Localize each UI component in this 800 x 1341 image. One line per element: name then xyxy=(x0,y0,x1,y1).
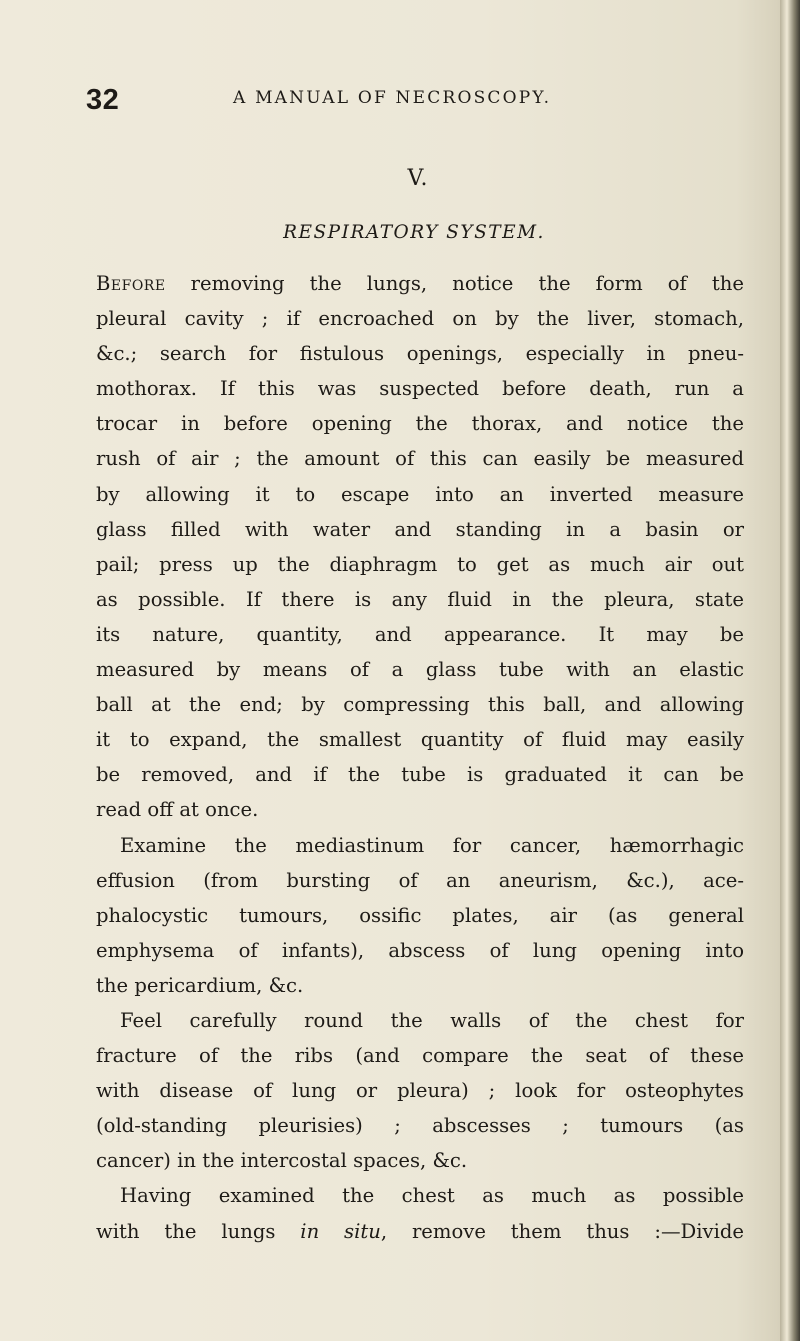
text-line: pleural cavity ; if encroached on by the liver, stomach, xyxy=(96,307,744,331)
text-line: Examine the mediastinum for cancer, hæmorrhagic xyxy=(120,833,744,857)
text-line: read off at once. xyxy=(96,798,259,822)
opening-word: Before xyxy=(96,272,166,295)
text-line: Feel carefully round the walls of the chest for xyxy=(120,1008,744,1032)
text-line: trocar in before opening the thorax, and notice the xyxy=(96,412,744,436)
text-line: emphysema of infants), abscess of lung opening into xyxy=(96,938,744,962)
text-line: be removed, and if the tube is graduated it can be xyxy=(96,763,744,787)
chapter-title-text: RESPIRATORY SYSTEM. xyxy=(283,222,545,243)
text-line: effusion (from bursting of an aneurism, &c.), ace- xyxy=(96,868,744,892)
text-line: glass filled with water and standing in a basin or xyxy=(96,517,744,541)
page-edge-shadow xyxy=(780,0,800,1341)
text-line: with disease of lung or pleura) ; look for osteophytes xyxy=(96,1079,744,1103)
text-line: phalocystic tumours, ossific plates, air (as general xyxy=(96,903,744,927)
text-line: &c.; search for fistulous openings, especially in pneu- xyxy=(96,342,744,366)
text-line: it to expand, the smallest quantity of fluid may easily xyxy=(96,728,744,752)
text-line: cancer) in the intercostal spaces, &c. xyxy=(96,1149,468,1173)
text-line: the pericardium, &c. xyxy=(96,973,304,997)
italic-phrase: in situ xyxy=(300,1219,381,1243)
page-number: 32 xyxy=(86,84,120,116)
text-line xyxy=(96,266,744,301)
line-fragment: , remove them thus :—Divide xyxy=(380,1219,744,1243)
body-text xyxy=(96,266,744,1249)
chapter-number xyxy=(0,166,800,191)
text-line: (old-standing pleurisies) ; abscesses ; tumours (as xyxy=(96,1114,744,1138)
text-line: its nature, quantity, and appearance. It may be xyxy=(96,622,744,646)
chapter-number-text: V. xyxy=(407,166,429,191)
text-line: fracture of the ribs (and compare the seat of these xyxy=(96,1044,744,1068)
text-line: rush of air ; the amount of this can easily be measured xyxy=(96,447,744,471)
text-line: as possible. If there is any fluid in the pleura, state xyxy=(96,587,744,611)
line-fragment: removing the lungs, notice the form of the xyxy=(165,272,744,295)
text-line xyxy=(96,1214,744,1249)
text-line: by allowing it to escape into an inverted measure xyxy=(96,482,744,506)
running-title: A MANUAL OF NECROSCOPY. xyxy=(233,88,552,108)
text-line: measured by means of a glass tube with an elastic xyxy=(96,658,744,682)
text-line: ball at the end; by compressing this ball, and allowing xyxy=(96,693,744,717)
page-header xyxy=(0,84,800,124)
line-fragment: with the lungs xyxy=(96,1219,301,1243)
chapter-title xyxy=(0,222,800,243)
text-line: mothorax. If this was suspected before death, run a xyxy=(96,377,744,401)
text-line: pail; press up the diaphragm to get as much air out xyxy=(96,552,744,576)
text-line: Having examined the chest as much as possible xyxy=(120,1184,744,1208)
